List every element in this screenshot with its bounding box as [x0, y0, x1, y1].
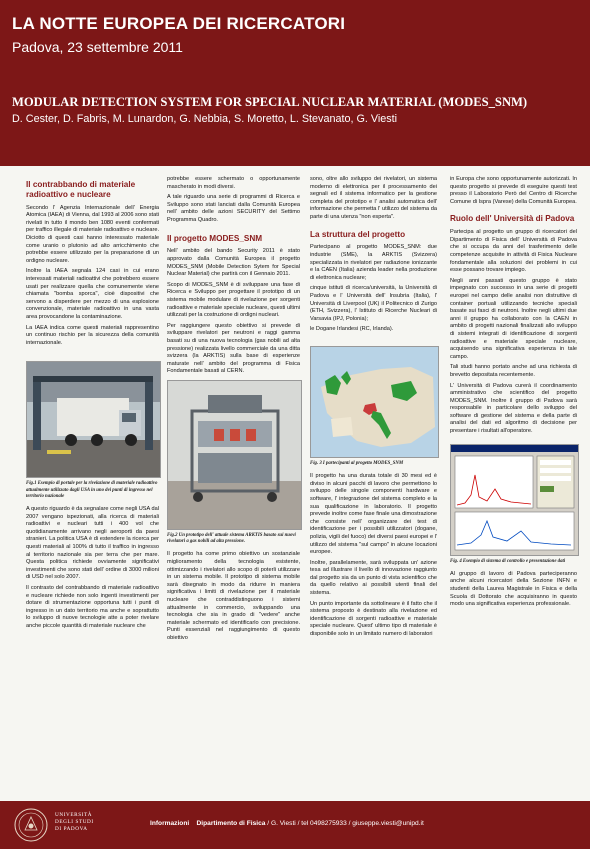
footer-tel: tel 0498275933 [301, 820, 347, 827]
paragraph: La IAEA indica come questi materiali rappresentino un continuo rischio per la sicurezza della comunità internazionale. [26, 324, 159, 346]
column-3 [310, 176, 437, 642]
paragraph: Un punto importante da sottolineare è il fatto che il sistema proposto è destinato alla rivelazione ed identificazione di sorgenti radioattive e materiale speciale nucleare. Quest' ultimo tipo di materiale è disponibile solo in un limitato numero di laboratori [310, 600, 437, 638]
paragraph: A questo riguardo è da segnalare come negli USA dal 2007 vengano ispezionati, alla ricerca di materiali radioattivi e nucleari tutti i 400 vol che quotidianamente arrivano negli aeroporti da paesi stranieri. La politica USA è di estendere la ricerca per questi materiali al 100% di tutto il traffico in ingresso al territorio nazionale sia per terra che per mare. Questa politica richiede ovviamente significativi investimenti che sono stati dell' ordine di 3000 milioni di USD nel solo 2007. [26, 506, 159, 581]
paragraph: Negli anni passati questo gruppo è stato impegnato con successo in una serie di progetti europei nel campo delle analisi non distruttive di container portuali utilizzando tecniche speciali basate sui fasci di neutroni. Inoltre negli ultimi due anni il gruppo ha collaborato con la CAEN in ambito di progetti nazionali finalizzati allo sviluppo di sistemi integrati di identificazione di sorgenti radioattive e materiale speciale nucleare, acquisendo una significativa esperienza in tale campo. [450, 277, 577, 360]
paragraph: Al gruppo di lavoro di Padova parteciperanno anche alcuni ricercatori della Sezione INFN e studenti della Laurea Magistrale in Fisica e della Scuola di Dottorato che acquisiranno in questo modo una significativa esperienza professionale. [450, 570, 577, 608]
paragraph: Partecipano al progetto MODES_SNM: due industrie (SME), la ARKTIS (Svizzera) specializzata in rivelatori per radiazione ionizzante e la CAEN (Italia) azienda leader nella produzione di elettronica nucleare; [310, 244, 437, 281]
paragraph: le Dogane Irlandesi (RC, Irlanda). [310, 326, 394, 333]
paragraph: Partecipa al progetto un gruppo di ricercatori del Dipartimento di Fisica dell' Università di Padova che si occupa da anni del trasferimento delle competenze acquisite in attività di Fisica Nucleare fondamentale alla soluzioni dei problemi in cui esse possano trovare impiego. [450, 229, 577, 274]
software-screenshot [451, 445, 578, 555]
truck-portal-photo [27, 362, 160, 477]
university-line-1: UNIVERSITÀ [55, 812, 93, 818]
column-4 [450, 176, 577, 612]
paragraph: sono, oltre allo sviluppo dei rivelatori, un sistema moderno di elettronica per il processamento dei segnali ed il sistema informatico per la gestione completa del prototipo e l' analisi automatica dell' informazione che permetta l' utilizzo del sistema da parte di una utenza "non esperta". [310, 176, 437, 220]
paragraph: Il contrasto del contrabbando di materiale radioattivo e nucleare richiede non solo ingenti investimenti per dotare di strumentazione opportuna tutti i punti di ingresso in un dato territorio ma anche e soprattutto lo sviluppo di nuove tecnologie atte a poter rivelare anche piccole quantità di materiale nucleare che [26, 585, 159, 629]
paragraph: Inoltre, parallelamente, sarà sviluppata un' azione tesa ad illustrare il livello di innovazione raggiunto dal progetto sia da un punto di vista scientifico che da quello relativo ai possibili utenti finali del sistema. [310, 559, 437, 597]
paragraph: cinque istituti di ricerca/università, la Università di Padova e l' Università dell' Insubria (Italia), l' Università di Liverpool (UK) il Politecnico di Zurigo (ETH, Svizzera), l' Istituto di Ricerche Nucleari di Varsavia (IPJ, Polonia); [310, 285, 437, 322]
europe-map [311, 347, 438, 457]
paragraph: Tali studi hanno portato anche ad una richiesta di brevetto depositata recentemente. [450, 364, 577, 378]
poster-header [0, 0, 590, 166]
paragraph: Nell' ambito del bando Security 2011 è stato approvato dalla Comunità Europea il progetto MODES_SNM (Mobile Detection Sytem for Special Nuclear Material) che partirà con il Gennaio 2011. [167, 248, 300, 278]
heading-ruolo-padova: Ruolo dell' Università di Padova [450, 214, 575, 224]
poster-footer [0, 801, 590, 849]
paragraph: Scopo di MODES_SNM è di sviluppare una fase di Ricerca e Sviluppo per progettare il prototipo di un sistema mobile modulare di rivelazione per sorgenti radioattive e materiale speciale nucleare, questi ultimi utilizzati per la costruzione di ordigni nucleari. [167, 281, 300, 319]
paragraph: Il progetto ha una durata totale di 30 mesi ed è diviso in alcuni pacchi di lavoro che permettono lo sviluppo delle singole componenti hardware e software, l' integrazione del sistema completo e la sua qualificazione in laboratorio. Il progetto prevede inoltre come fase finale una dimostrazione che consiste nell' organizzare dei test di identificazione per i possibili utilizzatori (dogane, polizia, vigili del fuoco) dei diversi paesi europei e l' utilizzo del sistema "sul campo" in alcune locazioni europee. [310, 473, 437, 556]
university-line-2: DEGLI STUDI [55, 819, 94, 826]
column-1 [26, 176, 159, 634]
paragraph: Il progetto ha come primo obiettivo un sostanziale miglioramento della tecnologia esistente, ottimizzando i rivelatori allo scopo di poterli utilizzare in un sistema mobile. Il prototipo di sistema mobile sarà disegnato in modo da ridurre in maniera significativa i limiti di rivelazione per il materiale nucleare che contraddistinguono i sistemi attualmente in commercio, sviluppando una tecnologia che sia in grado di "vedere" anche materiale schermato ed identificarlo con precisione. Punti essenziali nel raggiungimento di questo obiettivo [167, 551, 300, 641]
footer-label: Informazioni [150, 820, 190, 827]
footer-email[interactable]: giuseppe.viesti@unipd.it [352, 820, 424, 827]
paragraph: Per raggiungere questo obiettivo si prevede di sviluppare rivelatori per neutroni e raggi gamma basati su di una nuova tecnologia (gas nobili ad alta pressione) realizzata livello commerciale da una ditta svizzera (la ARKTIS) sulla base di esperienze maturate nell' ambito del programma di Fisica Fondamentale basati al CERN. [167, 322, 300, 375]
figure-4-caption: Fig. 4 Esempio di sistema di controllo e presentazione dati [450, 558, 566, 564]
university-seal-icon [14, 808, 48, 842]
heading-progetto: Il progetto MODES_SNM [167, 233, 263, 243]
heading-struttura: La struttura del progetto [310, 229, 406, 239]
event-title: LA NOTTE EUROPEA DEI RICERCATORI [12, 14, 346, 33]
authors: D. Cester, D. Fabris, M. Lunardon, G. Nebbia, S. Moretto, L. Stevanato, G. Viesti [12, 113, 398, 125]
figure-3-europe-map [310, 346, 439, 458]
figure-2-caption: Fig.2 Un prototipo dell' attuale sistema ARKTIS basato sui nuovi rivelatori a gas nobili ad alta pressione. [167, 532, 296, 545]
paragraph: Secondo l' Agenzia Internazionale dell' Energia Atomica (IAEA) di Vienna, dal 1993 al 2006 sono stati rivelati in tutto il mondo ben 1080 eventi confermati per traffico illegale di materiale radioattivo e nucleare. Diciotto di questi casi hanno interessato materiale come uranio o plutonio ad alto arricchimento che potrebbe essere utilizzato per la preparazione di un ordigno nucleare. [26, 204, 159, 264]
figure-3-caption: Fig. 3 I partecipanti al progetto MODES_SNM [310, 460, 404, 466]
project-title: MODULAR DETECTION SYSTEM FOR SPECIAL NUCLEAR MATERIAL (MODES_SNM) [12, 95, 528, 109]
figure-2-prototype-photo [167, 380, 302, 530]
footer-contact: G. Viesti [270, 820, 296, 827]
paragraph: L' Università di Padova curerà il coordinamento amministrativo che scientifico del progetto MODES_SNM. Inoltre il gruppo di Padova sarà responsabile in particolare dello sviluppo del software di gestione del sistema e della parte di analisi del dati ed algoritmo di decisione per presentare i risultati all'operatore. [450, 382, 577, 435]
figure-1-caption: Fig.1 Esempio di portale per la rivelazione di materiale radioattivo attualmente utilizzato dagli USA in uno dei punti di ingresso nel territorio nazionale [26, 481, 158, 499]
paragraph: in Europa che sono opportunamente autorizzati. In questo progetto si prevede di eseguire questi test presso il Laboratorio Però del Centro di Ricerche Comune di Ispra (Varese) della Comunità Europea. [450, 176, 577, 205]
heading-contrabbando: Il contrabbando di materiale radioattivo e nucleare [26, 180, 136, 199]
figure-1-truck-photo [26, 361, 161, 478]
figure-4-software-screenshot [450, 444, 579, 556]
paragraph: Inoltre la IAEA segnala 124 casi in cui erano interessati materiali radioattivi che potrebbero essere usati per realizzare quella che comunemente viene chiamata "bomba sporca", cioè dispositivi che servono a disperdere per mezzo di una esplosione convenzionale, materiale radioattivo in una vasta area provocandone la contaminazione. [26, 268, 159, 320]
detector-prototype-photo [168, 381, 301, 529]
event-subtitle: Padova, 23 settembre 2011 [12, 39, 183, 55]
column-2 [167, 176, 300, 646]
footer-info: Informazioni Dipartimento di Fisica / G. Viesti / tel 0498275933 / giuseppe.viesti@unipd.it [150, 820, 424, 827]
university-name [55, 812, 94, 833]
paragraph: potrebbe essere schermato o opportunamente mascherato in modi diversi. [167, 176, 300, 190]
paragraph: A tale riguardo una serie di programmi di Ricerca e Sviluppo sono stati lanciati dalla Comunità Europea nell' ambito delle azioni SECURITY del Settimo Programma Quadro. [167, 194, 300, 223]
footer-dept: Dipartimento di Fisica [196, 820, 266, 827]
university-line-3: DI PADOVA [55, 826, 88, 833]
